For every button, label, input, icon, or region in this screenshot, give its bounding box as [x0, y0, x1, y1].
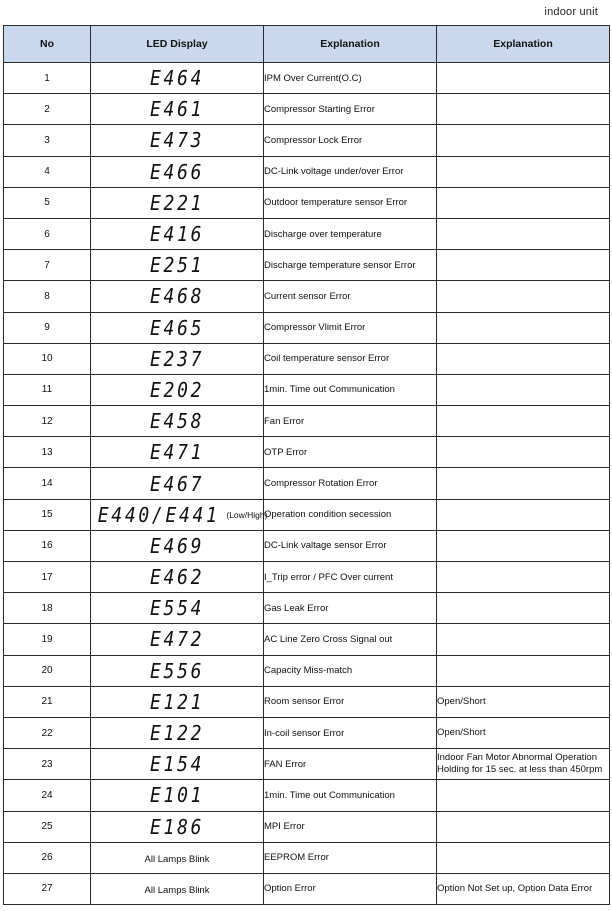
row-number: 7 [4, 250, 91, 281]
led-error-code: E468 [149, 284, 205, 309]
led-display-cell [91, 343, 264, 374]
table-row [4, 281, 610, 312]
led-display-cell [91, 530, 264, 561]
explanation-2-text: Option Not Set up, Option Data Error [437, 882, 593, 894]
row-number: 17 [4, 562, 91, 593]
explanation-2-cell [437, 780, 610, 811]
explanation-cell: Operation condition secession [264, 499, 437, 530]
table-row [4, 406, 610, 437]
explanation-2-cell [437, 63, 610, 94]
explanation-2-cell [437, 281, 610, 312]
explanation-2-cell [437, 250, 610, 281]
row-number: 8 [4, 281, 91, 312]
row-number: 3 [4, 125, 91, 156]
table-row [4, 811, 610, 842]
table-row [4, 312, 610, 343]
explanation-cell: MPI Error [264, 811, 437, 842]
table-body [4, 63, 610, 905]
led-error-code: E416 [149, 222, 205, 247]
led-display-cell [91, 94, 264, 125]
explanation-cell: Coil temperature sensor Error [264, 343, 437, 374]
explanation-2-cell [437, 187, 610, 218]
led-error-code: E465 [149, 315, 205, 340]
table-row [4, 63, 610, 94]
led-error-code: E466 [149, 159, 205, 184]
led-error-code: E471 [149, 440, 205, 465]
led-error-code: E458 [149, 409, 205, 434]
explanation-cell: FAN Error [264, 749, 437, 780]
explanation-cell: EEPROM Error [264, 842, 437, 873]
table-row [4, 343, 610, 374]
table-row [4, 156, 610, 187]
row-number: 14 [4, 468, 91, 499]
explanation-cell: Compressor Vlimit Error [264, 312, 437, 343]
explanation-2-cell [437, 437, 610, 468]
explanation-cell: AC Line Zero Cross Signal out [264, 624, 437, 655]
table-row [4, 686, 610, 717]
led-display-text: All Lamps Blink [144, 884, 210, 896]
explanation-cell: Compressor Starting Error [264, 94, 437, 125]
row-number: 5 [4, 187, 91, 218]
explanation-2-cell [437, 218, 610, 249]
table-row [4, 624, 610, 655]
explanation-2-cell [437, 156, 610, 187]
led-error-code: E251 [149, 253, 205, 278]
explanation-2-cell [437, 374, 610, 405]
led-display-cell [91, 593, 264, 624]
table-row [4, 873, 610, 904]
led-display-cell [91, 624, 264, 655]
table-row [4, 437, 610, 468]
explanation-2-cell [437, 530, 610, 561]
explanation-2-cell [437, 624, 610, 655]
led-error-code: E101 [149, 783, 205, 808]
led-display-cell [91, 187, 264, 218]
explanation-2-cell [437, 94, 610, 125]
header-explanation: Explanation [264, 26, 437, 63]
explanation-2-cell [437, 842, 610, 873]
led-display-cell [91, 374, 264, 405]
table-row [4, 468, 610, 499]
led-display-cell [91, 281, 264, 312]
led-display-cell [91, 717, 264, 748]
error-code-table [3, 25, 610, 905]
row-number: 9 [4, 312, 91, 343]
led-code-suffix: (Low/High) [226, 509, 268, 520]
row-number: 23 [4, 749, 91, 780]
explanation-2-text: Open/Short [437, 727, 486, 739]
explanation-cell: Discharge temperature sensor Error [264, 250, 437, 281]
row-number: 6 [4, 218, 91, 249]
explanation-2-cell [437, 499, 610, 530]
led-display-cell [91, 63, 264, 94]
explanation-cell: Discharge over temperature [264, 218, 437, 249]
explanation-2-cell [437, 125, 610, 156]
led-error-code: E473 [149, 128, 205, 153]
explanation-2-cell [437, 593, 610, 624]
explanation-cell: Capacity Miss-match [264, 655, 437, 686]
table-row [4, 717, 610, 748]
table-row [4, 374, 610, 405]
led-error-code: E472 [149, 627, 205, 652]
explanation-2-cell [437, 717, 610, 748]
led-display-cell [91, 686, 264, 717]
table-row [4, 250, 610, 281]
explanation-2-cell [437, 686, 610, 717]
table-row [4, 218, 610, 249]
table-row [4, 187, 610, 218]
header-explanation-2: Explanation [437, 26, 610, 63]
led-error-code: E121 [149, 689, 205, 714]
led-display-cell [91, 873, 264, 904]
led-error-code: E467 [149, 471, 205, 496]
led-error-code: E461 [149, 97, 205, 122]
led-display-cell [91, 125, 264, 156]
row-number: 21 [4, 686, 91, 717]
row-number: 24 [4, 780, 91, 811]
led-error-code: E186 [149, 814, 205, 839]
row-number: 22 [4, 717, 91, 748]
led-display-cell [91, 406, 264, 437]
header-no: No [4, 26, 91, 63]
explanation-cell: Compressor Rotation Error [264, 468, 437, 499]
explanation-2-cell [437, 406, 610, 437]
page-caption: indoor unit [544, 6, 598, 18]
table-row [4, 499, 610, 530]
explanation-2-cell [437, 562, 610, 593]
explanation-cell: 1min. Time out Communication [264, 780, 437, 811]
led-display-cell [91, 437, 264, 468]
led-error-code: E464 [149, 66, 205, 91]
led-display-cell [91, 780, 264, 811]
explanation-cell: DC-Link valtage sensor Error [264, 530, 437, 561]
led-error-code: E556 [149, 658, 205, 683]
led-error-code: E122 [149, 721, 205, 746]
table-row [4, 530, 610, 561]
led-display-cell [91, 312, 264, 343]
led-error-code: E202 [149, 377, 205, 402]
led-display-text: All Lamps Blink [144, 853, 210, 865]
row-number: 18 [4, 593, 91, 624]
table-row [4, 842, 610, 873]
explanation-cell: Gas Leak Error [264, 593, 437, 624]
led-display-cell [91, 811, 264, 842]
led-display-cell [91, 468, 264, 499]
explanation-cell: In-coil sensor Error [264, 717, 437, 748]
table-row [4, 593, 610, 624]
explanation-cell: DC-Link voltage under/over Error [264, 156, 437, 187]
led-error-code: E237 [149, 346, 205, 371]
led-display-cell [91, 842, 264, 873]
explanation-2-cell [437, 873, 610, 904]
explanation-cell: Current sensor Error [264, 281, 437, 312]
explanation-2-text-line2: Holding for 15 sec. at less than 450rpm [437, 764, 603, 776]
led-error-code: E554 [149, 596, 205, 621]
explanation-cell: OTP Error [264, 437, 437, 468]
row-number: 26 [4, 842, 91, 873]
row-number: 20 [4, 655, 91, 686]
row-number: 25 [4, 811, 91, 842]
table-header-row [4, 26, 610, 63]
led-display-cell [91, 218, 264, 249]
explanation-2-text: Open/Short [437, 695, 486, 707]
table-row [4, 749, 610, 780]
explanation-cell: Option Error [264, 873, 437, 904]
row-number: 19 [4, 624, 91, 655]
row-number: 16 [4, 530, 91, 561]
led-error-code: E462 [149, 565, 205, 590]
table-row [4, 780, 610, 811]
led-display-cell [91, 562, 264, 593]
row-number: 12 [4, 406, 91, 437]
led-error-code: E440/E441 [97, 502, 220, 527]
led-error-code: E154 [149, 752, 205, 777]
led-display-cell [91, 655, 264, 686]
explanation-2-cell [437, 312, 610, 343]
row-number: 1 [4, 63, 91, 94]
row-number: 10 [4, 343, 91, 374]
explanation-2-text: Indoor Fan Motor Abnormal Operation [437, 752, 598, 764]
table-row [4, 94, 610, 125]
led-display-cell [91, 250, 264, 281]
explanation-cell: 1min. Time out Communication [264, 374, 437, 405]
row-number: 13 [4, 437, 91, 468]
table-row [4, 125, 610, 156]
explanation-cell: I_Trip error / PFC Over current [264, 562, 437, 593]
header-led-display: LED Display [91, 26, 264, 63]
explanation-2-cell [437, 655, 610, 686]
led-display-cell [91, 499, 268, 530]
explanation-cell: Compressor Lock Error [264, 125, 437, 156]
explanation-cell: Outdoor temperature sensor Error [264, 187, 437, 218]
led-error-code: E221 [149, 190, 205, 215]
led-display-cell [91, 156, 264, 187]
table-row [4, 655, 610, 686]
row-number: 27 [4, 873, 91, 904]
row-number: 15 [4, 499, 91, 530]
explanation-2-cell [437, 749, 610, 780]
explanation-cell: IPM Over Current(O.C) [264, 63, 437, 94]
row-number: 2 [4, 94, 91, 125]
table-row [4, 562, 610, 593]
led-error-code: E469 [149, 533, 205, 558]
explanation-cell: Fan Error [264, 406, 437, 437]
row-number: 11 [4, 374, 91, 405]
row-number: 4 [4, 156, 91, 187]
explanation-2-cell [437, 811, 610, 842]
explanation-2-cell [437, 343, 610, 374]
explanation-cell: Room sensor Error [264, 686, 437, 717]
explanation-2-cell [437, 468, 610, 499]
led-display-cell [91, 749, 264, 780]
